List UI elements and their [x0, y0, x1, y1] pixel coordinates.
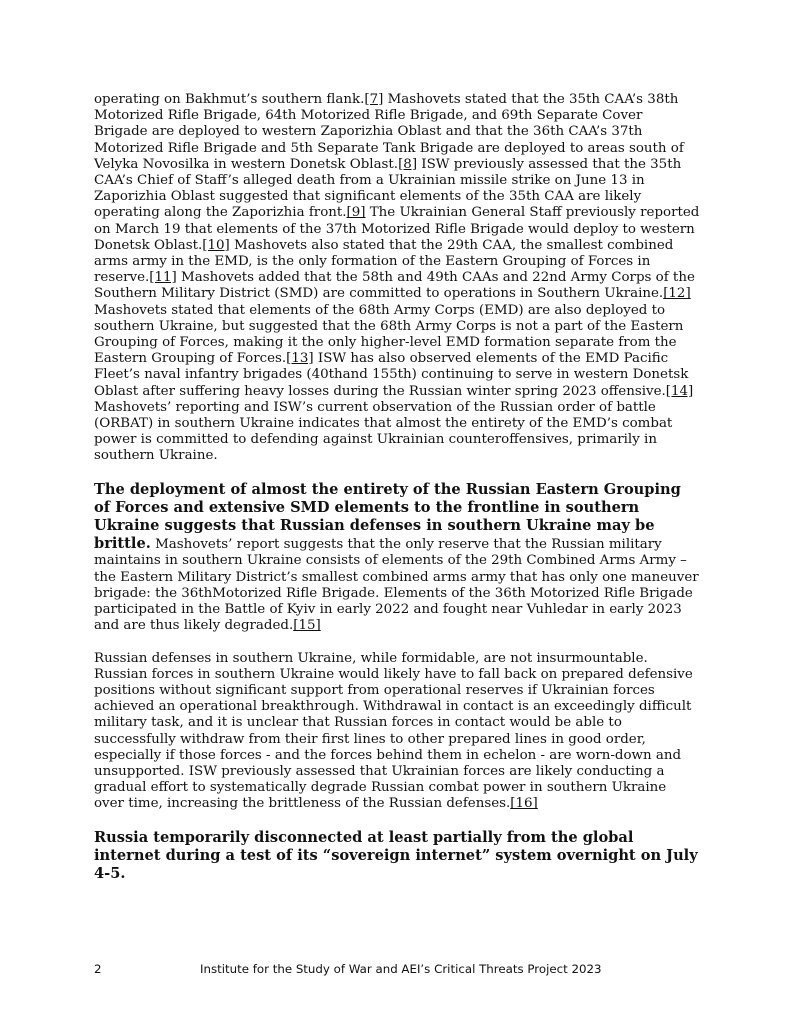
key-takeaway-heading: Russia temporarily disconnected at least partially from the global internet during a test of its “sovereign internet” system overnight on July 4-5. [94, 828, 698, 882]
text: operating on Bakhmut’s southern flank. [94, 92, 365, 107]
footnote-link-15[interactable]: [15] [293, 618, 321, 634]
footnote-link-8[interactable]: [8] [398, 156, 418, 172]
paragraph-brittle-defenses [94, 481, 700, 635]
text: The Ukrainian General Staff previously reported on March 19 that elements of the 37th Motorized Rifle Brigade would deploy to western Donetsk Oblast. [94, 205, 700, 253]
footnote-link-16[interactable]: [16] [510, 796, 538, 812]
paragraph-orbat [94, 92, 700, 465]
text: Mashovets’ report suggests that the only reserve that the Russian military maintains in southern Ukraine consists of elements of the 29th Combined Arms Army – the Eastern Military District’s smallest combined arms army that has only one maneuver brigade: the 36thMotorized Rifle Brigade. Elements of the 36th Motorized Rifle Brigade participated in the Battle of Kyiv in early 2022 and fought near Vuhledar in early 2023 and are thus likely degraded. [94, 537, 699, 634]
page-number: 2 [94, 962, 102, 976]
text: Mashovets stated that elements of the 68th Army Corps (EMD) are also deployed to southern Ukraine, but suggested that the 68th Army Corps is not a part of the Eastern Grouping of Forces, making it the only higher-level EMD formation separate from the Eastern Grouping of Forces. [94, 302, 684, 367]
text: Mashovets added that the 58th and 49th CAAs and 22nd Army Corps of the Southern Military District (SMD) are committed to operations in Southern Ukraine. [94, 270, 695, 302]
footnote-link-14[interactable]: [14] [665, 383, 694, 399]
text: ISW previously assessed that the 35th CAA’s Chief of Staff’s alleged death from a Ukrainian missile strike on June 13 in Zaporizhia Oblast suggested that significant elements of the 35th CAA are likely operating along the Zaporizhia front. [94, 156, 682, 221]
key-takeaway-heading: The deployment of almost the entirety of the Russian Eastern Grouping of Forces and extensive SMD elements to the frontline in southern Ukraine suggests that Russian defenses in southern Ukraine may be brittle. [94, 480, 681, 553]
page-footer [94, 962, 700, 978]
text: Mashovets stated that the 35th CAA’s 38th Motorized Rifle Brigade, 64th Motorized Rifle Brigade, and 69th Separate Cover Brigade are deployed to western Zaporizhia Oblast and that the 36th CAA’s 37th Motorized Rifle Brigade and 5th Separate Tank Brigade are deployed to areas south of Velyka Novosilka in western Donetsk Oblast. [94, 92, 684, 172]
text: Mashovets’ reporting and ISW’s current observation of the Russian order of battle (ORBAT) in southern Ukraine indicates that almost the entirety of the EMD’s combat power is committed to defending against Ukrainian counteroffensives, primarily in southern Ukraine. [94, 399, 673, 464]
text: Mashovets also stated that the 29th CAA, the smallest combined arms army in the EMD, is the only formation of the Eastern Grouping of Forces in reserve. [94, 237, 674, 286]
footnote-link-12[interactable]: [12] [663, 286, 691, 302]
footnote-link-7[interactable]: [7] [364, 92, 384, 107]
footnote-link-11[interactable]: [11] [149, 270, 177, 286]
footer-organization: Institute for the Study of War and AEI’s Critical Threats Project 2023 [200, 962, 602, 976]
text: ISW has also observed elements of the EMD Pacific Fleet’s naval infantry brigades (40thand 155th) continuing to serve in western Donetsk Oblast after suffering heavy losses during the Russian winter spring 2023 offensive. [94, 351, 689, 399]
footnote-link-13[interactable]: [13] [286, 351, 314, 367]
footnote-link-10[interactable]: [10] [202, 237, 230, 253]
footnote-link-9[interactable]: [9] [346, 205, 366, 221]
document-body [94, 92, 700, 883]
text: Russian defenses in southern Ukraine, while formidable, are not insurmountable. Russian forces in southern Ukraine would likely have to fall back on prepared defensive positions without significant support from operational reserves if Ukrainian forces achieved an operational breakthrough. Withdrawal in contact is an exceedingly difficult military task, and it is unclear that Russian forces in contact would be able to successfully withdraw from their first lines to other prepared lines in good order, especially if those forces - and the forces behind them in echelon - are worn-down and unsupported. ISW previously assessed that Ukrainian forces are likely conducting a gradual effort to systematically degrade Russian combat power in southern Ukraine over time, increasing the brittleness of the Russian defenses. [94, 650, 693, 812]
paragraph-internet-heading [94, 829, 700, 884]
paragraph-withdrawal [94, 651, 700, 813]
